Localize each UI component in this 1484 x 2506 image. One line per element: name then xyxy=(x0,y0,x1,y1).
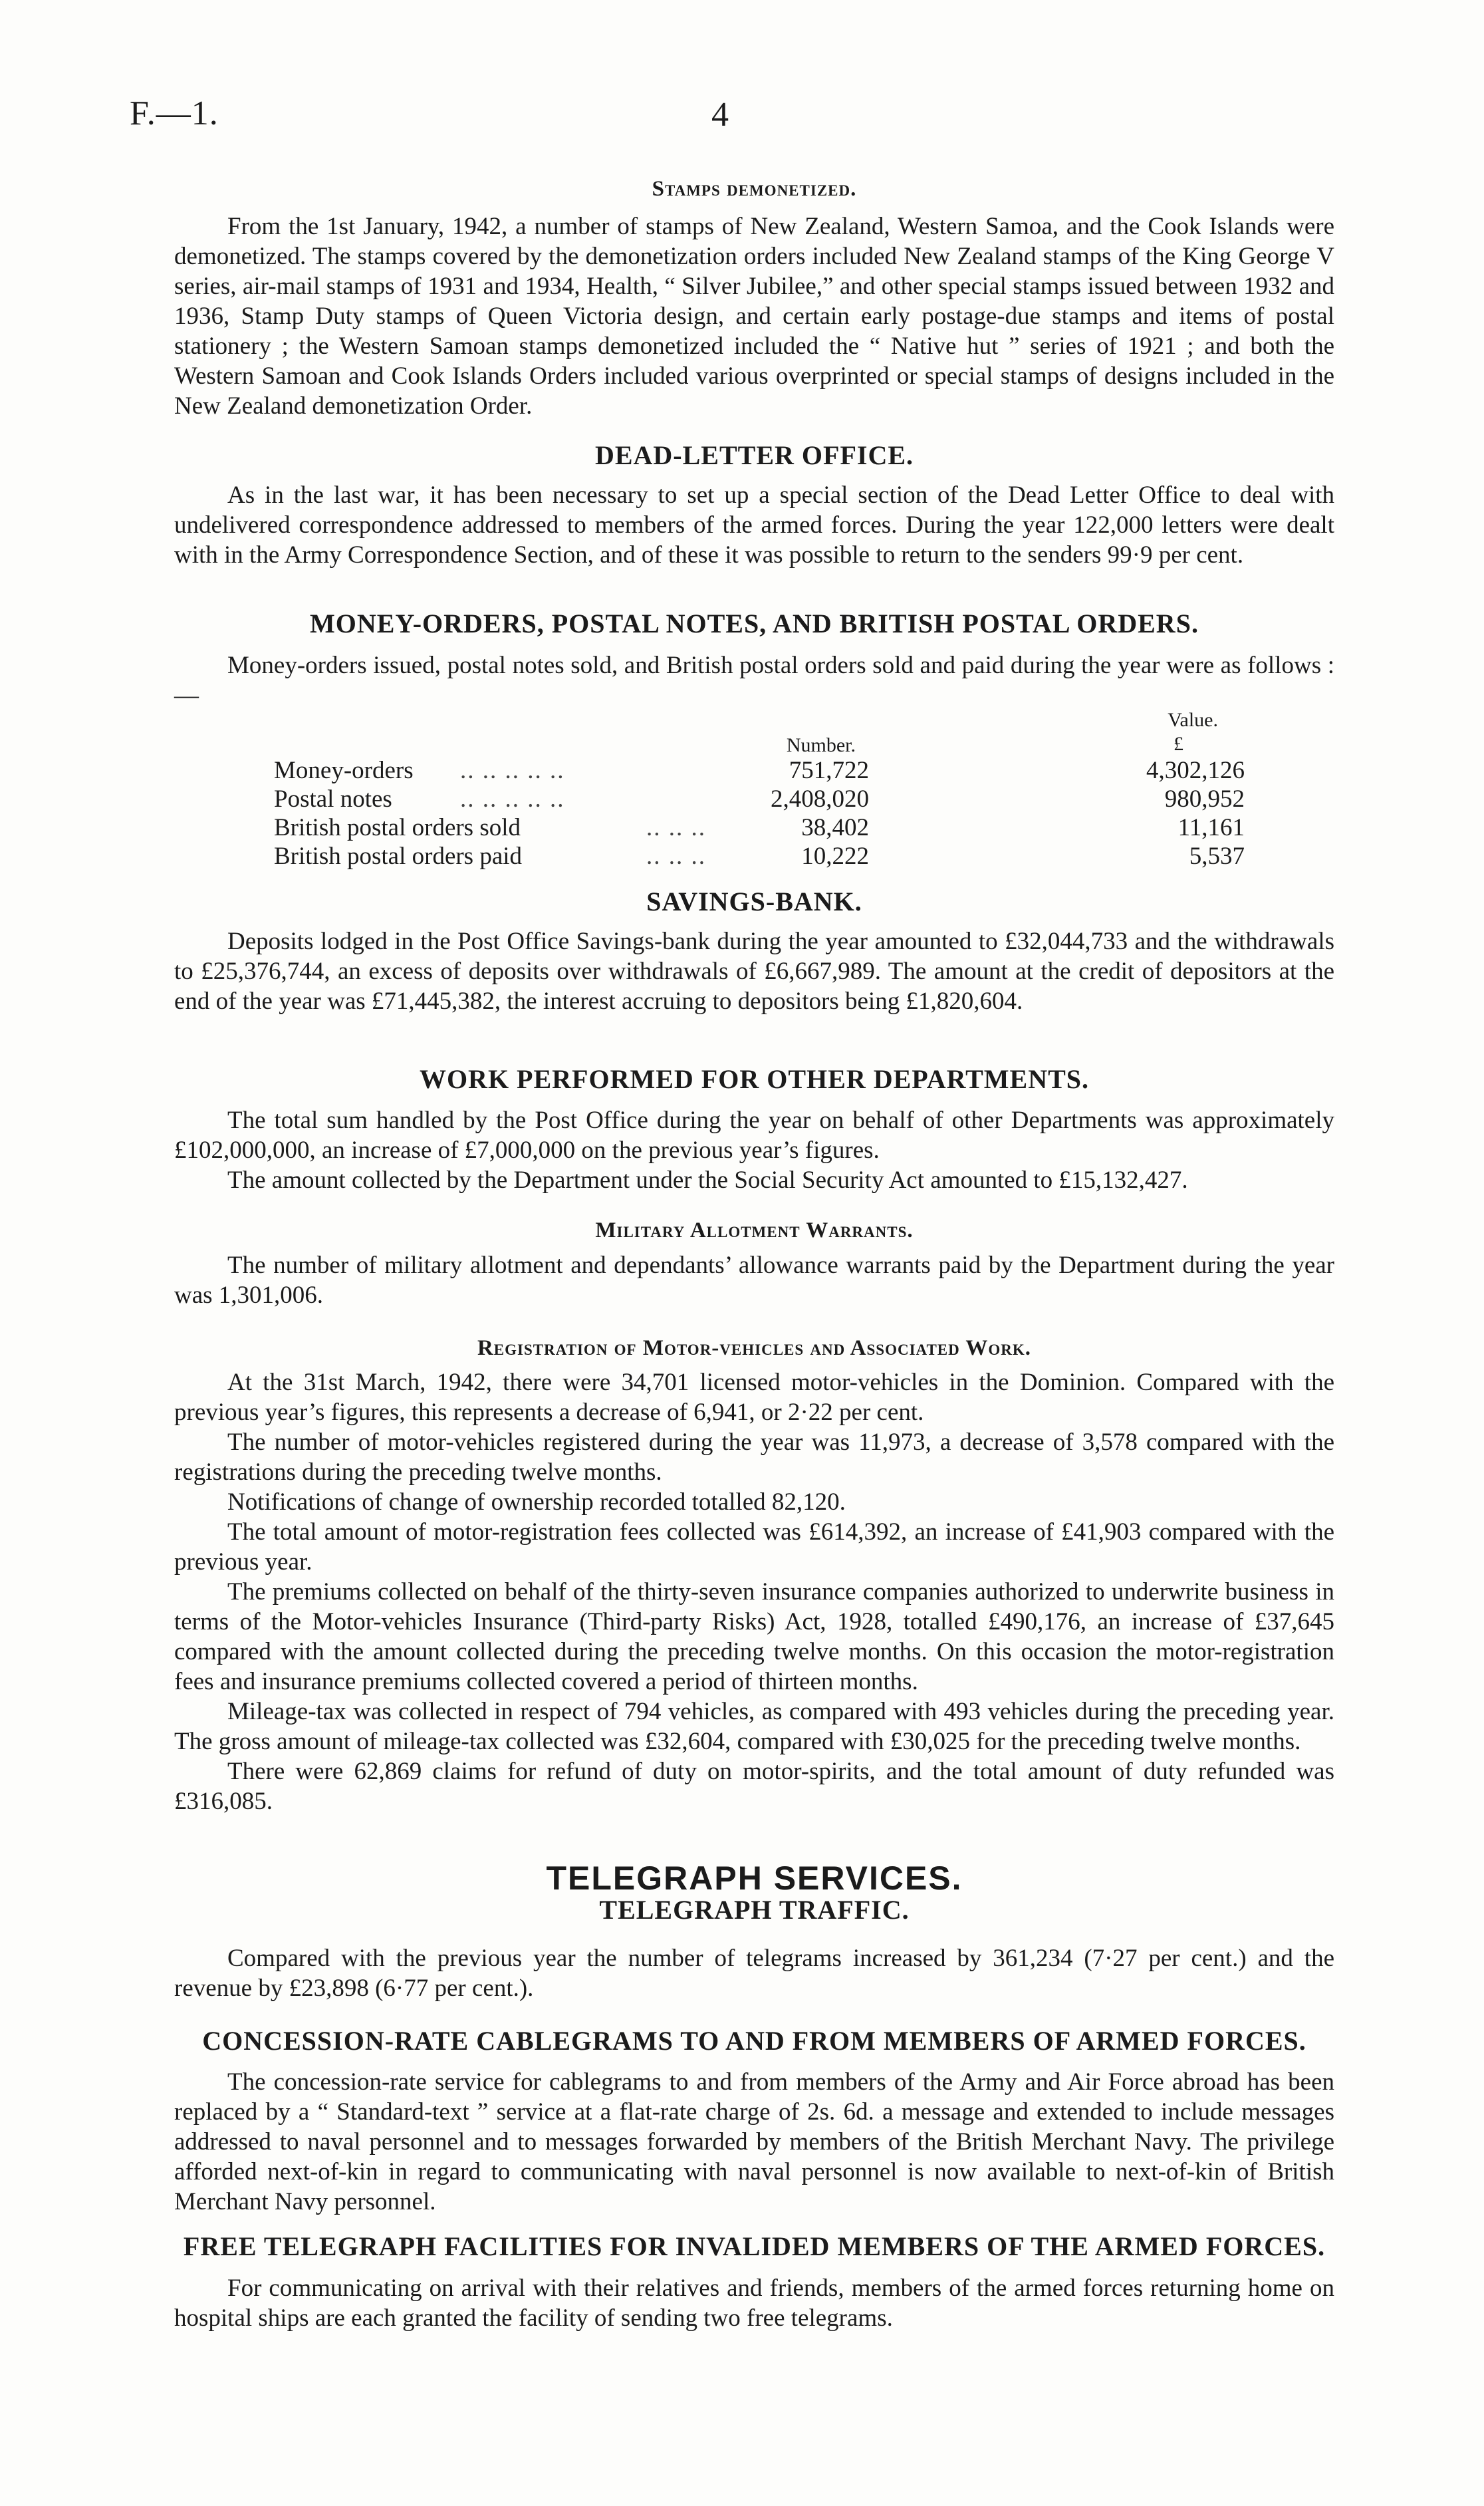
military-body xyxy=(174,1250,1334,1310)
col-number-header: Number. xyxy=(786,734,856,756)
registration-paragraph: The premiums collected on behalf of the thirty-seven insurance companies authorized to underwrite business in terms of the Motor-vehicles Insurance (Third-party Risks) Act, 1928, totalled £490,176, an increase of £37,645 compared with the amount collected during the preceding twelve months. On this occasion the motor-registration fees and insurance premiums collected covered a period of thirteen months. xyxy=(174,1578,1334,1695)
work-paragraph-1: The total sum handled by the Post Office during the year on behalf of other Departments was approximately £102,000,000, an increase of £7,000,000 on the previous year’s figures. xyxy=(174,1107,1334,1164)
row-value: 4,302,126 xyxy=(1146,757,1245,784)
row-label: Money-orders xyxy=(274,757,414,784)
table-row xyxy=(274,756,1245,784)
registration-paragraph: The number of motor-vehicles registered during the year was 11,973, a decrease of 3,578 compared with the registrations during the preceding twelve months. xyxy=(174,1429,1334,1486)
page-number: 4 xyxy=(711,96,729,134)
telegraph-paragraph: Compared with the previous year the number of telegrams increased by 361,234 (7·27 per cent.) and the revenue by £23,898 (6·77 per cent.). xyxy=(174,1945,1334,2002)
concession-body xyxy=(174,2067,1334,2217)
free-telegraph-paragraph: For communicating on arrival with their relatives and friends, members of the armed forces returning home on hospital ships are each granted the facility of sending two free telegrams. xyxy=(174,2275,1334,2332)
savings-paragraph: Deposits lodged in the Post Office Savings-bank during the year amounted to £32,044,733 and the withdrawals to £25,376,744, an excess of deposits over withdrawals of £6,667,989. The amount at the credit of depositors at the end of the year was £71,445,382, the interest accruing to depositors being £1,820,604. xyxy=(174,928,1334,1015)
row-label: British postal orders sold xyxy=(274,814,521,841)
stamps-body xyxy=(174,211,1334,421)
table-row xyxy=(274,841,1245,870)
section-concession xyxy=(174,2026,1334,2056)
registration-heading: Registration of Motor-vehicles and Associated Work. xyxy=(477,1336,1032,1360)
table-row xyxy=(274,813,1245,841)
savings-heading: SAVINGS-BANK. xyxy=(646,887,862,916)
work-body xyxy=(174,1105,1334,1195)
row-number: 751,722 xyxy=(789,757,869,784)
section-dead-letter xyxy=(174,440,1334,470)
stamps-paragraph: From the 1st January, 1942, a number of stamps of New Zealand, Western Samoa, and the Cook Islands were demonetized. The stamps covered by the demonetization orders included New Zealand stamps of the King George V series, air-mail stamps of 1931 and 1934, Health, “ Silver Jubilee,” and other special stamps issued between 1932 and 1936, Stamp Duty stamps of Queen Victoria design, and certain early postage-due stamps and items of postal stationery ; the Western Samoan stamps demonetized included the “ Native hut ” series of 1921 ; and both the Western Samoan and Cook Islands Orders included various overprinted or special stamps of designs included in the New Zealand demonetization Order. xyxy=(174,213,1334,420)
concession-paragraph: The concession-rate service for cablegrams to and from members of the Army and Air Force abroad has been replaced by a “ Standard-text ” service at a flat-rate charge of 2s. 6d. a message and extended to include messages addressed to naval personnel and to messages forwarded by members of the British Merchant Navy. The privilege afforded next-of-kin in regard to communicating with naval personnel is now available to next-of-kin of British Merchant Navy personnel. xyxy=(174,2068,1334,2215)
row-number: 38,402 xyxy=(801,814,869,841)
telegraph-body xyxy=(174,1943,1334,2003)
row-label: Postal notes xyxy=(274,785,392,813)
section-free-telegraph xyxy=(174,2231,1334,2261)
money-orders-heading: MONEY-ORDERS, POSTAL NOTES, AND BRITISH POSTAL ORDERS. xyxy=(310,609,1199,638)
row-number: 2,408,020 xyxy=(771,785,869,813)
table-row xyxy=(274,784,1245,813)
row-leaders: .. .. .. .. .. xyxy=(460,785,565,813)
free-telegraph-body xyxy=(174,2273,1334,2333)
registration-paragraph: Notifications of change of ownership recorded totalled 82,120. xyxy=(227,1488,846,1516)
section-money-orders xyxy=(174,609,1334,638)
savings-body xyxy=(174,926,1334,1016)
stamps-heading: Stamps demonetized. xyxy=(652,177,857,201)
row-leaders: .. .. .. xyxy=(646,843,706,870)
telegraph-heading: TELEGRAPH SERVICES. xyxy=(546,1860,963,1897)
row-value: 980,952 xyxy=(1164,785,1245,813)
section-work xyxy=(174,1064,1334,1094)
registration-paragraph: There were 62,869 claims for refund of duty on motor-spirits, and the total amount of duty refunded was £316,085. xyxy=(174,1758,1334,1815)
work-paragraph-2: The amount collected by the Department under the Social Security Act amounted to £15,132,427. xyxy=(227,1167,1188,1194)
money-orders-paragraph: Money-orders issued, postal notes sold, and British postal orders sold and paid during the year were as follows :— xyxy=(174,652,1334,709)
section-stamps xyxy=(174,174,1334,204)
report-reference: F.—1. xyxy=(130,94,219,132)
concession-heading: CONCESSION-RATE CABLEGRAMS TO AND FROM MEMBERS OF ARMED FORCES. xyxy=(202,2026,1306,2056)
section-savings xyxy=(174,887,1334,916)
section-telegraph xyxy=(174,1860,1334,1925)
military-heading: Military Allotment Warrants. xyxy=(595,1218,914,1242)
col-value-unit: £ xyxy=(1174,733,1183,755)
money-orders-table xyxy=(274,705,1245,870)
row-label: British postal orders paid xyxy=(274,843,523,870)
row-leaders: .. .. .. xyxy=(646,814,706,841)
dead-letter-heading: DEAD-LETTER OFFICE. xyxy=(594,440,914,470)
dead-letter-body xyxy=(174,480,1334,570)
registration-body xyxy=(174,1367,1334,1816)
free-telegraph-heading: FREE TELEGRAPH FACILITIES FOR INVALIDED MEMBERS OF THE ARMED FORCES. xyxy=(183,2231,1326,2261)
telegraph-subheading: TELEGRAPH TRAFFIC. xyxy=(599,1895,910,1925)
row-leaders: .. .. .. .. .. xyxy=(460,757,565,784)
work-heading: WORK PERFORMED FOR OTHER DEPARTMENTS. xyxy=(419,1064,1090,1094)
section-registration xyxy=(174,1333,1334,1363)
col-value-header: Value. xyxy=(1168,709,1218,731)
registration-paragraph: At the 31st March, 1942, there were 34,701 licensed motor-vehicles in the Dominion. Compared with the previous year’s figures, this represents a decrease of 6,941, or 2·22 per cent. xyxy=(174,1369,1334,1426)
money-orders-body xyxy=(174,650,1334,710)
dead-letter-paragraph: As in the last war, it has been necessary to set up a special section of the Dead Letter Office to deal with undelivered correspondence addressed to members of the armed forces. During the year 122,000 letters were dealt with in the Army Correspondence Section, and of these it was possible to return to the senders 99·9 per cent. xyxy=(174,482,1334,569)
row-number: 10,222 xyxy=(801,843,869,870)
registration-paragraph: Mileage-tax was collected in respect of 794 vehicles, as compared with 493 vehicles during the preceding year. The gross amount of mileage-tax collected was £32,604, compared with £30,025 for the preceding twelve months. xyxy=(174,1698,1334,1755)
military-paragraph: The number of military allotment and dependants’ allowance warrants paid by the Department during the year was 1,301,006. xyxy=(174,1252,1334,1309)
row-value: 11,161 xyxy=(1177,814,1245,841)
section-military xyxy=(174,1216,1334,1246)
registration-paragraph: The total amount of motor-registration fees collected was £614,392, an increase of £41,903 compared with the previous year. xyxy=(174,1518,1334,1576)
row-value: 5,537 xyxy=(1189,843,1245,870)
